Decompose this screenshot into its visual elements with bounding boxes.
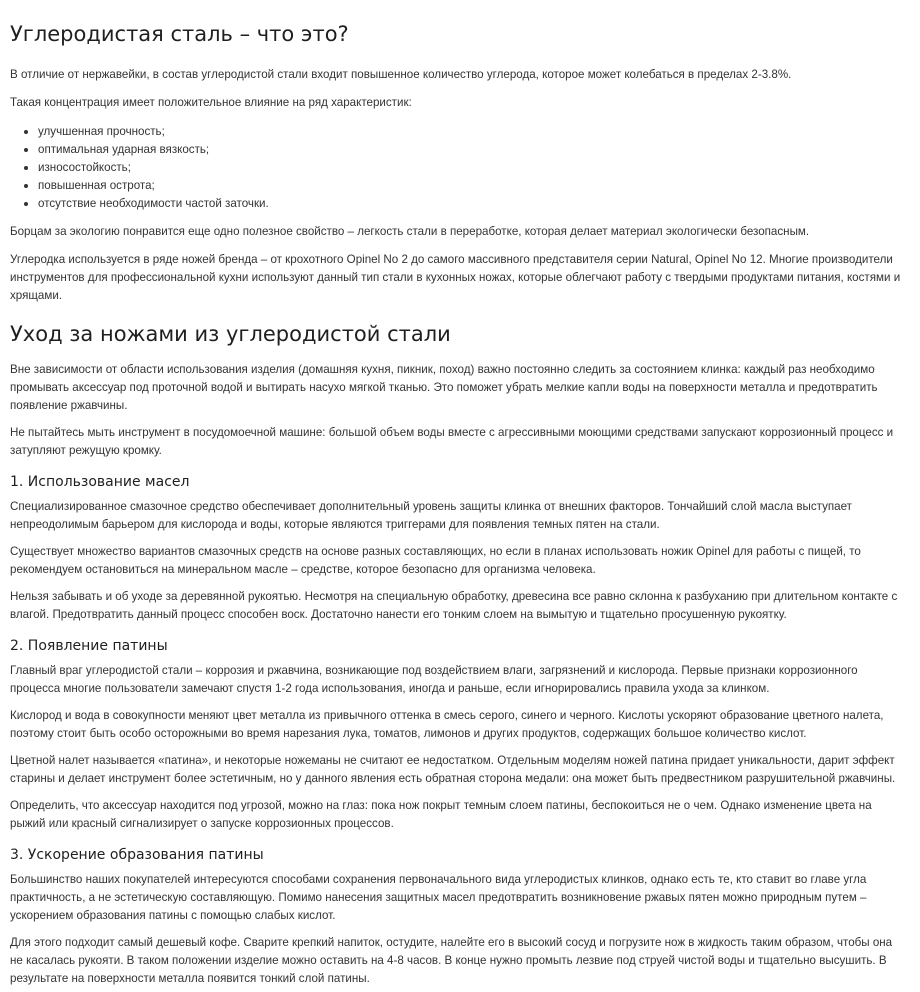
paragraph: Нельзя забывать и об уходе за деревянной рукоятью. Несмотря на специальную обработку, древесина все равно склонна к разбуханию при длительном контакте с влагой. Предотвратить данный процесс способен воск. Достаточно нанести его тонким слоем на вымытую и тщательно просушенную рукоятку. [10,590,898,621]
section-heading-carbon-steel: Углеродистая сталь – что это? [10,22,349,46]
list-item: улучшенная прочность; [38,123,906,141]
paragraph: Борцам за экологию понравится еще одно полезное свойство – легкость стали в переработке, которая делает материал экологически безопасным. [10,225,810,238]
paragraph: В отличие от нержавейки, в состав углеродистой стали входит повышенное количество углерода, которое может колебаться в пределах 2-3.8%. [10,68,792,81]
list-item: отсутствие необходимости частой заточки. [38,195,906,213]
paragraph: Главный враг углеродистой стали – коррозия и ржавчина, возникающие под воздействием влаги, загрязнений и кислорода. Первые признаки коррозионного процесса многие пользователи замечают спустя 1-2 года использования, иногда и раньше, если игнорировались правила ухода за клинком. [10,664,858,695]
list-item: износостойкость; [38,159,906,177]
paragraph: Углеродка используется в ряде ножей бренда – от крохотного Opinel No 2 до самого массивного представителя серии Natural, Opinel No 12. Многие производители инструментов для профессиональной кухни используют данный тип стали в кухонных ножах, которые облегчают работу с твердыми продуктами питания, костями и хрящами. [10,253,901,302]
paragraph: Такая концентрация имеет положительное влияние на ряд характеристик: [10,96,412,109]
paragraph: Для этого подходит самый дешевый кофе. Сварите крепкий напиток, остудите, налейте его в высокий сосуд и погрузите нож в жидкость таким образом, чтобы она не касалась рукояти. В таком положении изделие можно оставить на 4-8 часов. В конце нужно промыть лезвие под струей чистой воды и тщательно высушить. В результате на поверхности металла появится тонкий слой патины. [10,936,893,985]
paragraph: Специализированное смазочное средство обеспечивает дополнительный уровень защиты клинка от внешних факторов. Тончайший слой масла выступает непреодолимым барьером для кислорода и воды, которые являются триггерами для появления темных пятен на стали. [10,500,852,531]
paragraph: Цветной налет называется «патина», и некоторые ножеманы не считают ее недостатком. Отдельным моделям ножей патина придает уникальности, дарит эффект старины и делает инструмент более эстетичным, но у данного явления есть обратная сторона медали: она может быть предвестником разрушительной ржавчины. [10,754,896,785]
list-item: оптимальная ударная вязкость; [38,141,906,159]
article [10,0,906,988]
paragraph: Определить, что аксессуар находится под угрозой, можно на глаз: пока нож покрыт темным слоем патины, беспокоиться не о чем. Однако изменение цвета на рыжий или красный сигнализирует о запуске коррозионных процессов. [10,799,872,830]
paragraph: Существует множество вариантов смазочных средств на основе разных составляющих, но если в планах использовать ножик Opinel для работы с пищей, то рекомендуем остановиться на минеральном масле – средстве, которое безопасно для организма человека. [10,545,861,576]
subheading-patina-acceleration: 3. Ускорение образования патины [10,847,264,863]
feature-list [10,123,906,213]
paragraph: Большинство наших покупателей интересуются способами сохранения первоначального вида углеродистых клинков, однако есть те, кто ставит во главе угла практичность, а не эстетическую составляющую. Помимо нанесения защитных масел предотвратить возникновение ржавых пятен можно природным путем – ускорением образования патины с помощью слабых кислот. [10,873,867,922]
paragraph: Не пытайтесь мыть инструмент в посудомоечной машине: большой объем воды вместе с агрессивными моющими средствами запускают коррозионный процесс и затупляют режущую кромку. [10,426,894,457]
paragraph: Кислород и вода в совокупности меняют цвет металла из привычного оттенка в смесь серого, синего и черного. Кислоты ускоряют образование цветного налета, поэтому стоит быть особо осторожными во время нарезания лука, томатов, лимонов и других продуктов, содержащих большое количество кислот. [10,709,884,740]
paragraph: Вне зависимости от области использования изделия (домашняя кухня, пикник, поход) важно постоянно следить за состоянием клинка: каждый раз необходимо промывать аксессуар под проточной водой и вытирать насухо мягкой тканью. Это поможет убрать мелкие капли воды на поверхности металла и предотвратить появление ржавчины. [10,363,878,412]
list-item: повышенная острота; [38,177,906,195]
section-heading-knife-care: Уход за ножами из углеродистой стали [10,322,451,346]
subheading-oil-use: 1. Использование масел [10,474,190,490]
subheading-patina: 2. Появление патины [10,638,168,654]
